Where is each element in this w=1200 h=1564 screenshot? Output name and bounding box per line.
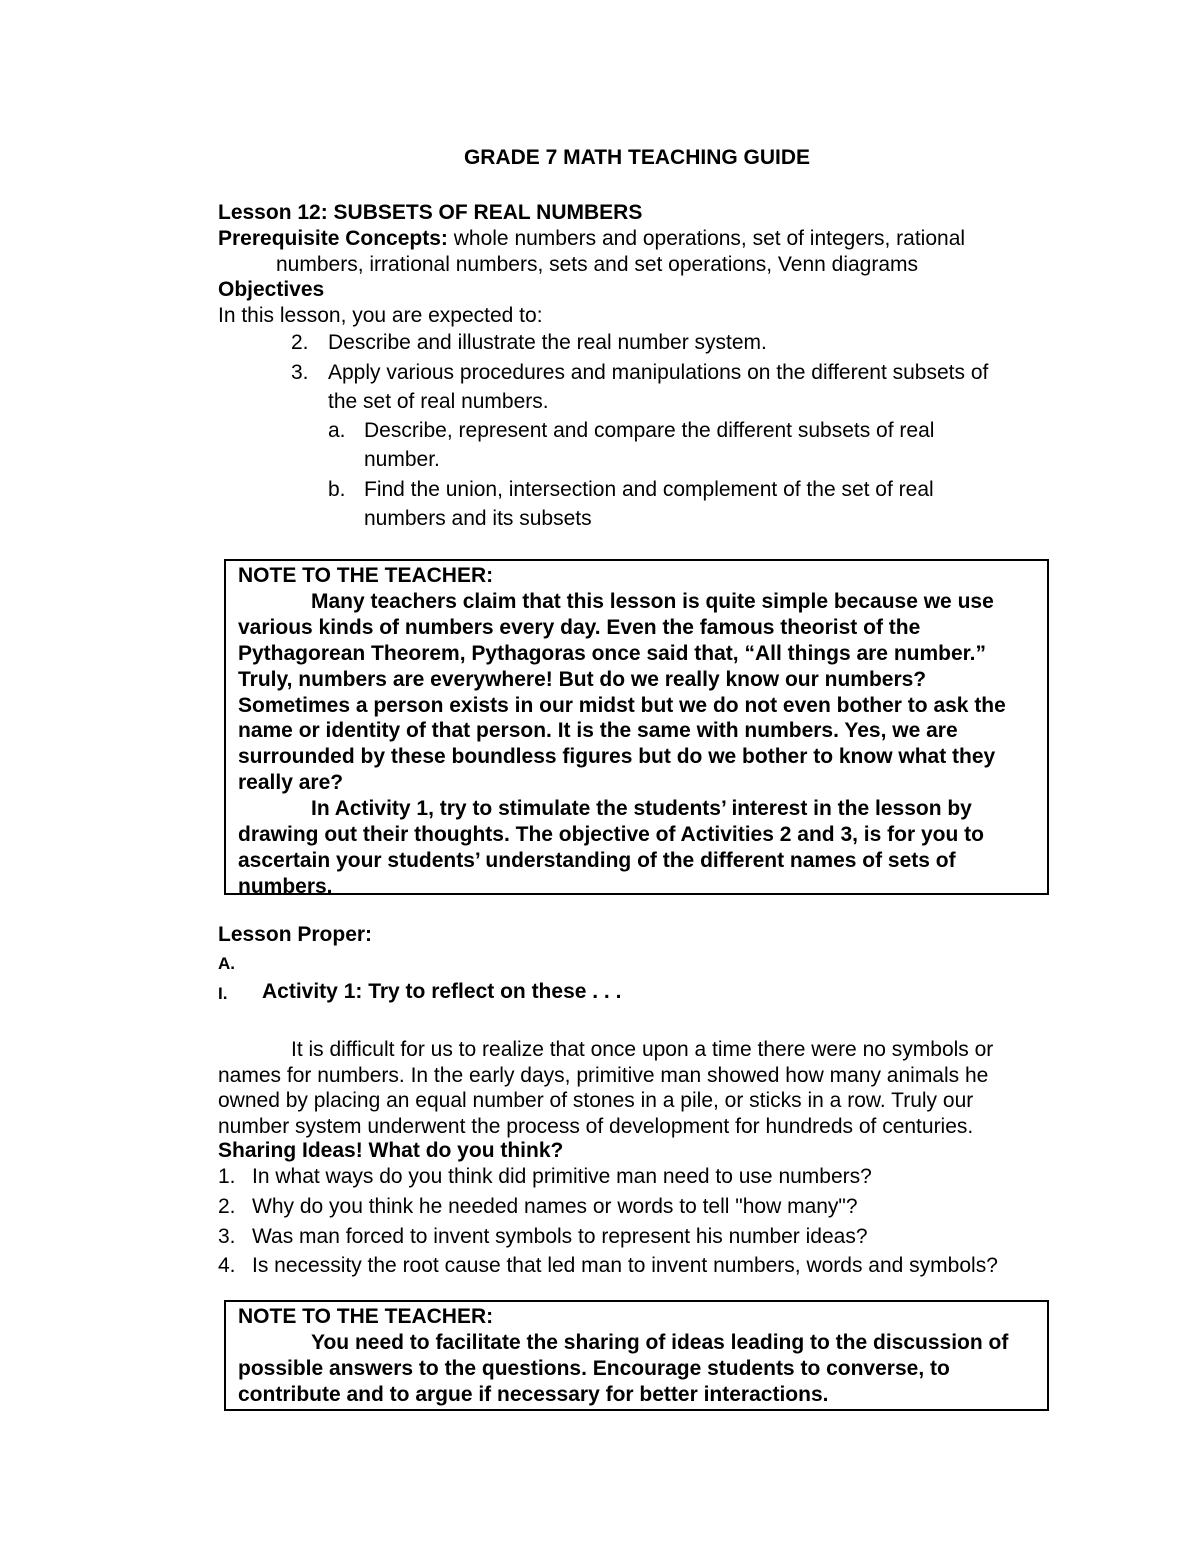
prerequisite-text-1: whole numbers and operations, set of integers, rational — [447, 227, 966, 250]
teacher-note-box-2 — [224, 1300, 1049, 1411]
sharing-ideas-heading: Sharing Ideas! What do you think? — [218, 1139, 564, 1162]
prerequisite-text-2: numbers, irrational numbers, sets and set operations, Venn diagrams — [276, 253, 919, 276]
question-1-text: In what ways do you think did primitive man need to use numbers? — [252, 1165, 872, 1188]
body-line-1: It is difficult for us to realize that once upon a time there were no symbols or — [291, 1038, 994, 1061]
question-4 — [218, 1253, 998, 1279]
objective-text-3-line-2: the set of real numbers. — [328, 390, 549, 413]
question-2 — [218, 1194, 858, 1220]
question-4-number: 4. — [218, 1254, 236, 1277]
question-3-text: Was man forced to invent symbols to represent his number ideas? — [252, 1225, 868, 1248]
lesson-proper-heading: Lesson Proper: — [218, 923, 373, 946]
teacher-note-2-heading: NOTE TO THE TEACHER: — [238, 1305, 494, 1328]
objective-num-2: 2. — [291, 331, 309, 354]
question-1 — [218, 1164, 872, 1190]
question-3 — [218, 1224, 868, 1250]
sub-objective-b-line-2: numbers and its subsets — [364, 507, 592, 530]
teacher-note-1-heading: NOTE TO THE TEACHER: — [238, 564, 494, 587]
lesson-title: Lesson 12: SUBSETS OF REAL NUMBERS — [218, 201, 643, 224]
question-2-text: Why do you think he needed names or words to tell "how many"? — [252, 1195, 858, 1218]
section-i-label: I. — [218, 984, 228, 1003]
objectives-intro: In this lesson, you are expected to: — [218, 304, 543, 327]
objective-text-3-line-1: Apply various procedures and manipulations on the different subsets of — [328, 361, 989, 384]
question-1-number: 1. — [218, 1165, 236, 1188]
section-a-label: A. — [218, 954, 235, 973]
page-title: GRADE 7 MATH TEACHING GUIDE — [463, 146, 811, 169]
question-3-number: 3. — [218, 1225, 236, 1248]
sub-objective-b-line-1: Find the union, intersection and complement of the set of real — [364, 478, 934, 501]
sub-objective-letter-a: a. — [328, 419, 346, 442]
prerequisite-label: Prerequisite Concepts: — [218, 227, 448, 250]
prerequisite-line-1 — [218, 226, 965, 252]
teacher-note-box-1 — [224, 559, 1049, 898]
teacher-note-2-paragraph-1: You need to facilitate the sharing of ideas leading to the discussion of possible answers to the questions. Encourage students to converse, to contribute and to argue if necessary for better interactions. — [238, 1330, 1009, 1406]
activity-1-title: Activity 1: Try to reflect on these . . . — [262, 980, 622, 1003]
sub-objective-letter-b: b. — [328, 478, 346, 501]
body-line-3: owned by placing an equal number of stones in a pile, or sticks in a row. Truly our — [218, 1089, 974, 1112]
body-line-4: number system underwent the process of development for hundreds of centuries. — [218, 1115, 974, 1138]
objective-text-2: Describe and illustrate the real number system. — [328, 331, 767, 354]
objective-num-3: 3. — [291, 361, 309, 384]
teacher-note-1-paragraph-2: In Activity 1, try to stimulate the students’ interest in the lesson by drawing out their thoughts. The objective of Activities 2 and 3, is for you to ascertain your students’ understanding of the different names of sets of numbers. — [238, 797, 984, 898]
body-line-2: names for numbers. In the early days, primitive man showed how many animals he — [218, 1064, 989, 1087]
question-2-number: 2. — [218, 1195, 236, 1218]
question-4-text: Is necessity the root cause that led man to invent numbers, words and symbols? — [252, 1254, 998, 1277]
sub-objective-a-line-1: Describe, represent and compare the different subsets of real — [364, 419, 935, 442]
teacher-note-1-paragraph-1: Many teachers claim that this lesson is quite simple because we use various kinds of numbers every day. Even the famous theorist of the Pythagorean Theorem, Pythagoras once said that, “All things are number.” Truly, numbers are everywhere! But do we really know our numbers? Sometimes a person exists in our midst but we do not even bother to ask the name or identity of that person. It is the same with numbers. Yes, we are surrounded by these boundless figures but do we bother to know what they really are? — [238, 589, 1006, 795]
sub-objective-a-line-2: number. — [364, 448, 440, 471]
objectives-heading: Objectives — [218, 278, 325, 301]
